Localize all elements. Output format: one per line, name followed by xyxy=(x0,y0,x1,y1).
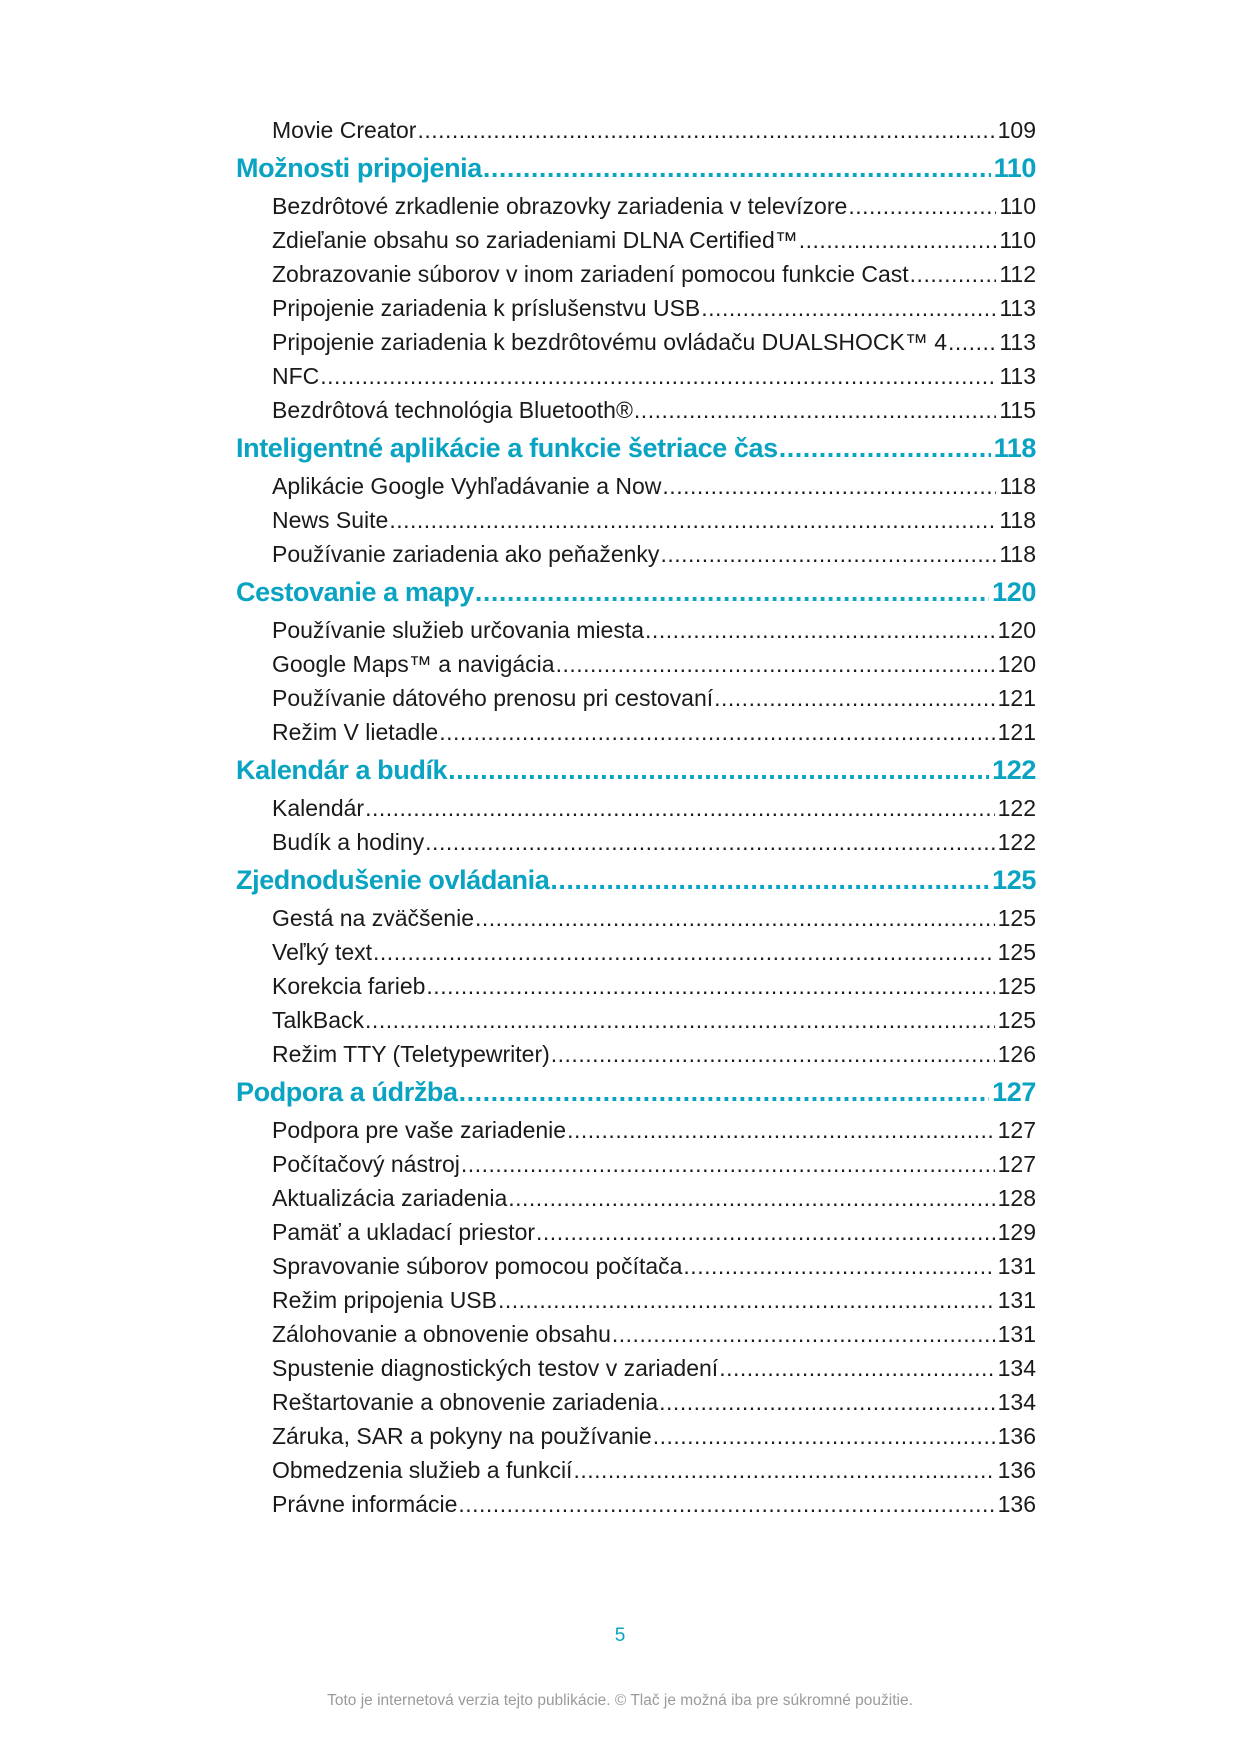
dot-leader xyxy=(848,189,996,223)
toc-entry-page: 109 xyxy=(997,117,1036,143)
toc-entry[interactable] xyxy=(272,469,1036,503)
dot-leader xyxy=(320,359,996,393)
dot-leader xyxy=(683,1249,994,1283)
toc-entry[interactable] xyxy=(272,503,1036,537)
toc-entry-page: 125 xyxy=(997,973,1036,999)
toc-entry[interactable] xyxy=(272,1147,1036,1181)
toc-entry-page: 136 xyxy=(997,1491,1036,1517)
toc-section-heading[interactable] xyxy=(236,1071,1036,1113)
dot-leader xyxy=(701,291,996,325)
dot-leader xyxy=(448,749,989,791)
dot-leader xyxy=(475,571,989,613)
dot-leader xyxy=(714,681,995,715)
toc-entry-title: Pripojenie zariadenia k príslušenstvu USB xyxy=(272,295,701,321)
toc-entry-title: Používanie dátového prenosu pri cestovaní xyxy=(272,685,714,711)
toc-entry-title: NFC xyxy=(272,363,320,389)
toc-entry-page: 110 xyxy=(999,227,1036,253)
dot-leader xyxy=(662,469,996,503)
toc-entry[interactable] xyxy=(272,1453,1036,1487)
dot-leader xyxy=(948,325,996,359)
dot-leader xyxy=(779,427,991,469)
dot-leader xyxy=(365,1003,995,1037)
toc-entry-title: Podpora pre vaše zariadenie xyxy=(272,1117,567,1143)
dot-leader xyxy=(389,503,996,537)
toc-entry-page: 136 xyxy=(997,1423,1036,1449)
dot-leader xyxy=(634,393,996,427)
toc-section-page: 122 xyxy=(992,755,1036,785)
dot-leader xyxy=(567,1113,995,1147)
toc-entry-page: 115 xyxy=(999,397,1036,423)
dot-leader xyxy=(660,537,996,571)
toc-entry-page: 134 xyxy=(997,1355,1036,1381)
toc-entry[interactable] xyxy=(272,613,1036,647)
dot-leader xyxy=(498,1283,995,1317)
toc-entry-page: 125 xyxy=(997,905,1036,931)
toc-section-title: Možnosti pripojenia xyxy=(236,153,482,183)
toc-entry-title: Google Maps™ a navigácia xyxy=(272,651,555,677)
toc-entry-title: Aplikácie Google Vyhľadávanie a Now xyxy=(272,473,662,499)
dot-leader xyxy=(556,647,995,681)
toc-entry-page: 122 xyxy=(997,795,1036,821)
toc-entry-page: 110 xyxy=(999,193,1036,219)
toc-entry[interactable] xyxy=(272,1249,1036,1283)
toc-entry-page: 113 xyxy=(999,295,1036,321)
dot-leader xyxy=(458,1487,994,1521)
toc-section-title: Cestovanie a mapy xyxy=(236,577,474,607)
toc-entry-title: Spravovanie súborov pomocou počítača xyxy=(272,1253,683,1279)
toc-entry-page: 113 xyxy=(999,363,1036,389)
dot-leader xyxy=(439,715,994,749)
toc-entry-page: 131 xyxy=(997,1321,1036,1347)
toc-entry-title: Zobrazovanie súborov v inom zariadení pomocou funkcie Cast xyxy=(272,261,909,287)
toc-entry-page: 127 xyxy=(997,1117,1036,1143)
toc-entry-title: Pripojenie zariadenia k bezdrôtovému ovládaču DUALSHOCK™ 4 xyxy=(272,329,948,355)
toc-entry-title: Pamäť a ukladací priestor xyxy=(272,1219,536,1245)
page-number: 5 xyxy=(614,1625,626,1646)
dot-leader xyxy=(365,791,995,825)
toc-entry-page: 120 xyxy=(997,651,1036,677)
toc-entry[interactable] xyxy=(272,113,1036,147)
toc-entry-page: 134 xyxy=(997,1389,1036,1415)
toc-entry[interactable] xyxy=(272,1317,1036,1351)
toc-entry[interactable] xyxy=(272,1215,1036,1249)
toc-entry[interactable] xyxy=(272,1283,1036,1317)
table-of-contents xyxy=(236,113,1036,1521)
toc-entry[interactable] xyxy=(272,1181,1036,1215)
toc-entry-title: News Suite xyxy=(272,507,389,533)
toc-entry-title: Reštartovanie a obnovenie zariadenia xyxy=(272,1389,659,1415)
dot-leader xyxy=(645,613,995,647)
toc-entry[interactable] xyxy=(272,1037,1036,1071)
toc-entry-page: 125 xyxy=(997,939,1036,965)
toc-entry-title: Záruka, SAR a pokyny na používanie xyxy=(272,1423,652,1449)
toc-entry-title: Obmedzenia služieb a funkcií xyxy=(272,1457,573,1483)
dot-leader xyxy=(550,859,989,901)
toc-entry[interactable] xyxy=(272,681,1036,715)
toc-entry-title: Spustenie diagnostických testov v zariadení xyxy=(272,1355,719,1381)
toc-entry-title: Gestá na zväčšenie xyxy=(272,905,475,931)
dot-leader xyxy=(719,1351,994,1385)
toc-entry-page: 121 xyxy=(997,685,1036,711)
dot-leader xyxy=(659,1385,994,1419)
toc-section-title: Podpora a údržba xyxy=(236,1077,458,1107)
toc-entry-title: Používanie služieb určovania miesta xyxy=(272,617,645,643)
toc-entry-page: 126 xyxy=(997,1041,1036,1067)
toc-entry-page: 125 xyxy=(997,1007,1036,1033)
toc-entry[interactable] xyxy=(272,1385,1036,1419)
toc-entry[interactable] xyxy=(272,1113,1036,1147)
toc-entry-title: TalkBack xyxy=(272,1007,365,1033)
toc-entry[interactable] xyxy=(272,223,1036,257)
toc-entry[interactable] xyxy=(272,393,1036,427)
toc-entry-title: Právne informácie xyxy=(272,1491,458,1517)
toc-entry[interactable] xyxy=(272,715,1036,749)
toc-entry-page: 122 xyxy=(997,829,1036,855)
toc-entry-title: Korekcia farieb xyxy=(272,973,426,999)
dot-leader xyxy=(373,935,995,969)
toc-entry-page: 131 xyxy=(997,1287,1036,1313)
toc-section-heading[interactable] xyxy=(236,147,1036,189)
toc-entry-title: Movie Creator xyxy=(272,117,417,143)
toc-entry-page: 112 xyxy=(999,261,1036,287)
toc-entry-title: Zdieľanie obsahu so zariadeniami DLNA Certified™ xyxy=(272,227,798,253)
dot-leader xyxy=(459,1071,990,1113)
dot-leader xyxy=(508,1181,994,1215)
toc-entry[interactable] xyxy=(272,969,1036,1003)
dot-leader xyxy=(653,1419,995,1453)
toc-entry[interactable] xyxy=(272,325,1036,359)
toc-entry[interactable] xyxy=(272,935,1036,969)
toc-entry-page: 113 xyxy=(999,329,1036,355)
toc-entry[interactable] xyxy=(272,1487,1036,1521)
toc-entry[interactable] xyxy=(272,647,1036,681)
dot-leader xyxy=(536,1215,995,1249)
toc-entry[interactable] xyxy=(272,1351,1036,1385)
toc-entry[interactable] xyxy=(272,825,1036,859)
dot-leader xyxy=(573,1453,994,1487)
toc-entry[interactable] xyxy=(272,1419,1036,1453)
toc-entry-page: 129 xyxy=(997,1219,1036,1245)
toc-entry[interactable] xyxy=(272,537,1036,571)
dot-leader xyxy=(551,1037,995,1071)
toc-entry-page: 136 xyxy=(997,1457,1036,1483)
toc-entry-page: 120 xyxy=(997,617,1036,643)
toc-entry-page: 131 xyxy=(997,1253,1036,1279)
toc-section-page: 127 xyxy=(992,1077,1036,1107)
toc-entry-page: 128 xyxy=(997,1185,1036,1211)
dot-leader xyxy=(612,1317,995,1351)
toc-entry-title: Aktualizácia zariadenia xyxy=(272,1185,508,1211)
footer-note: Toto je internetová verzia tejto publikácie. © Tlač je možná iba pre súkromné použitie. xyxy=(327,1692,913,1709)
dot-leader xyxy=(799,223,997,257)
toc-entry[interactable] xyxy=(272,791,1036,825)
toc-entry-page: 118 xyxy=(999,507,1036,533)
toc-section-page: 125 xyxy=(992,865,1036,895)
toc-entry-title: Režim V lietadle xyxy=(272,719,439,745)
toc-entry-page: 127 xyxy=(997,1151,1036,1177)
toc-entry[interactable] xyxy=(272,359,1036,393)
toc-entry-title: Veľký text xyxy=(272,939,373,965)
toc-entry-title: Režim TTY (Teletypewriter) xyxy=(272,1041,550,1067)
toc-entry-title: Kalendár xyxy=(272,795,365,821)
toc-section-page: 118 xyxy=(993,433,1036,463)
toc-entry-title: Počítačový nástroj xyxy=(272,1151,460,1177)
toc-section-title: Kalendár a budík xyxy=(236,755,448,785)
toc-section-heading[interactable] xyxy=(236,859,1036,901)
toc-entry[interactable] xyxy=(272,291,1036,325)
toc-entry-page: 118 xyxy=(999,473,1036,499)
toc-entry-title: Používanie zariadenia ako peňaženky xyxy=(272,541,660,567)
toc-entry-page: 118 xyxy=(999,541,1036,567)
dot-leader xyxy=(426,969,994,1003)
toc-entry-title: Zálohovanie a obnovenie obsahu xyxy=(272,1321,611,1347)
dot-leader xyxy=(425,825,994,859)
toc-entry[interactable] xyxy=(272,901,1036,935)
dot-leader xyxy=(475,901,995,935)
toc-entry-page: 121 xyxy=(997,719,1036,745)
toc-entry-title: Režim pripojenia USB xyxy=(272,1287,497,1313)
toc-entry-title: Bezdrôtová technológia Bluetooth® xyxy=(272,397,633,423)
toc-entry-title: Budík a hodiny xyxy=(272,829,425,855)
toc-section-page: 120 xyxy=(992,577,1036,607)
toc-section-heading[interactable] xyxy=(236,571,1036,613)
toc-section-title: Zjednodušenie ovládania xyxy=(236,865,550,895)
toc-entry-title: Bezdrôtové zrkadlenie obrazovky zariadenia v televízore xyxy=(272,193,848,219)
toc-entry[interactable] xyxy=(272,189,1036,223)
dot-leader xyxy=(417,113,994,147)
toc-entry[interactable] xyxy=(272,1003,1036,1037)
dot-leader xyxy=(910,257,997,291)
toc-section-title: Inteligentné aplikácie a funkcie šetriace čas xyxy=(236,433,778,463)
dot-leader xyxy=(461,1147,995,1181)
toc-section-page: 110 xyxy=(993,153,1036,183)
toc-section-heading[interactable] xyxy=(236,749,1036,791)
dot-leader xyxy=(483,147,991,189)
toc-section-heading[interactable] xyxy=(236,427,1036,469)
toc-entry[interactable] xyxy=(272,257,1036,291)
